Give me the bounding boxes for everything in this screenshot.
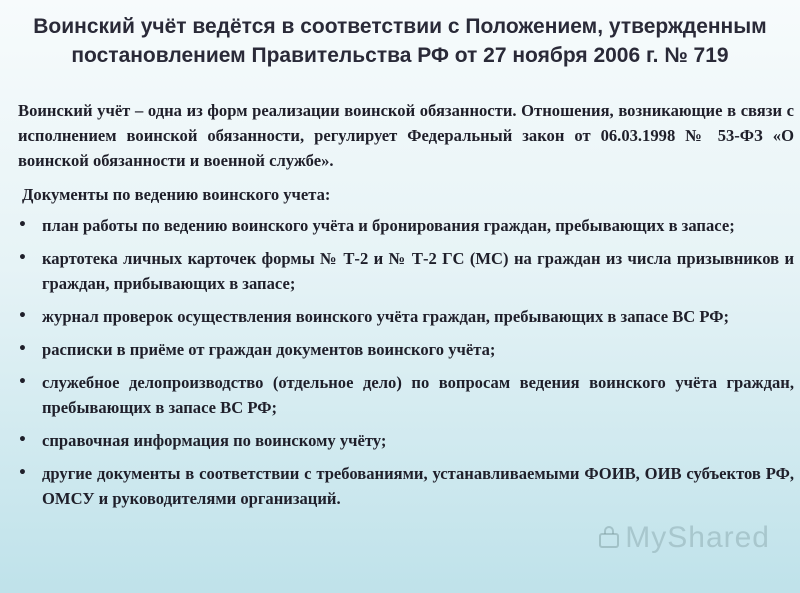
bullet-icon: •	[18, 308, 27, 324]
slide-title: Воинский учёт ведётся в соответствии с Положением, утвержденным постановлением Правительства РФ от 27 ноября 2006 г. № 719	[33, 15, 767, 67]
intro-paragraph: Воинский учёт – одна из форм реализации воинской обязанности. Отношения, возникающие в связи с исполнением воинской обязанности, регулирует Федеральный закон от 06.03.1998 № 53-ФЗ «О воинской обязанности и военной службе».	[18, 101, 794, 170]
list-item	[18, 213, 794, 238]
bullet-icon: •	[18, 432, 27, 448]
list-item-text: справочная информация по воинскому учёту;	[42, 431, 387, 450]
bullet-icon: •	[18, 465, 27, 481]
watermark	[597, 521, 770, 555]
documents-list	[18, 213, 794, 511]
list-item	[18, 428, 794, 453]
bullet-icon: •	[18, 341, 27, 357]
slide-content	[18, 98, 794, 519]
bullet-icon: •	[18, 250, 27, 266]
list-item-text: план работы по ведению воинского учёта и бронирования граждан, пребывающих в запасе;	[42, 216, 735, 235]
list-item	[18, 246, 794, 296]
list-item-text: служебное делопроизводство (отдельное дело) по вопросам ведения воинского учёта граждан, пребывающих в запасе ВС РФ;	[42, 373, 794, 417]
bullet-icon: •	[18, 217, 27, 233]
list-item	[18, 461, 794, 511]
documents-heading: Документы по ведению воинского учета:	[22, 185, 331, 204]
list-item-text: журнал проверок осуществления воинского учёта граждан, пребывающих в запасе ВС РФ;	[42, 307, 730, 326]
list-item-text: расписки в приёме от граждан документов воинского учёта;	[42, 340, 496, 359]
list-item-text: картотека личных карточек формы № Т-2 и № Т-2 ГС (МС) на граждан из числа призывников и граждан, прибывающих в запасе;	[42, 249, 794, 293]
watermark-text: MyShared	[625, 521, 770, 554]
bullet-icon: •	[18, 374, 27, 390]
list-item	[18, 304, 794, 329]
list-item-text: другие документы в соответствии с требованиями, устанавливаемыми ФОИВ, ОИВ субъектов РФ, ОМСУ и руководителями организаций.	[42, 464, 794, 508]
myshared-logo-icon	[597, 526, 621, 550]
list-item	[18, 337, 794, 362]
list-item	[18, 370, 794, 420]
